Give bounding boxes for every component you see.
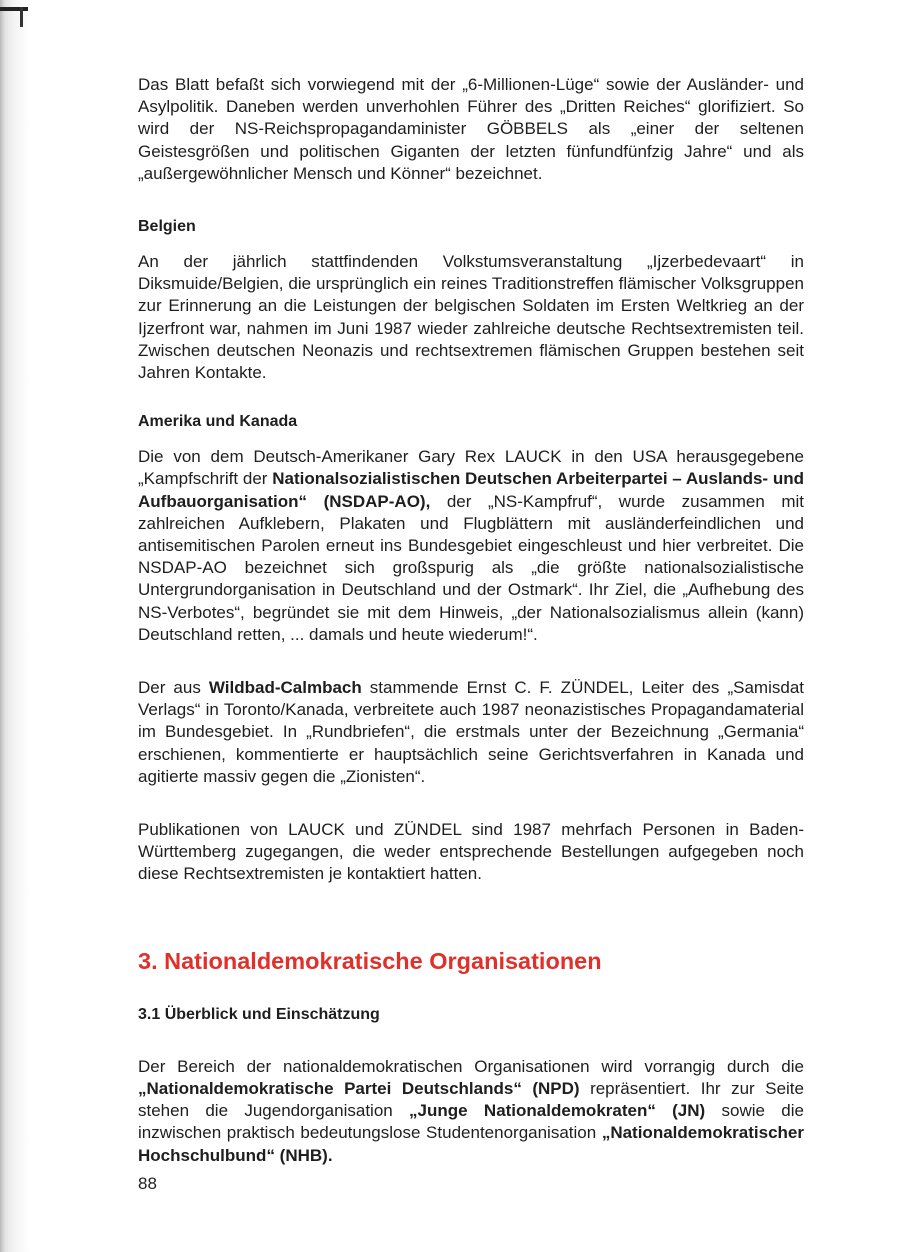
- text-segment: stammende Ernst C. F. ZÜNDEL, Leiter des „Samisdat Verlags“ in Toronto/Kanada, verbreitete auch 1987 neonazistisches Propagandamaterial im Bundesgebiet. In „Rundbriefen“, die erstmals unter der Bezeichnung „Germania“ erschienen, kommentierte er hauptsächlich seine Gerichtsverfahren in Kanada und agitierte massiv gegen die „Zionisten“.: [138, 678, 804, 786]
- paragraph-belgien: An der jährlich stattfindenden Volkstumsveranstaltung „Ijzerbedevaart“ in Diksmuide/Belgien, die ursprünglich ein reines Traditionstreffen flämischer Volksgruppen zur Erinnerung an die Leistungen der belgischen Soldaten im Ersten Weltkrieg an der Ijzerfront war, nahmen im Juni 1987 wieder zahlreiche deutsche Rechtsextremisten teil. Zwischen deutschen Neonazis und rechtsextremen flämischen Gruppen bestehen seit Jahren Kontakte.: [138, 252, 804, 383]
- text-segment: Die von dem Deutsch-Amerikaner Gary Rex LAUCK in den USA herausgegebene „Kampfschrift der: [138, 447, 804, 489]
- bold-place: Wildbad-Calmbach: [208, 678, 362, 698]
- heading-amerika-kanada: Amerika und Kanada: [138, 413, 298, 431]
- crop-mark: [0, 7, 28, 11]
- bold-jn: „Junge Nationaldemokraten“ (JN): [409, 1101, 706, 1121]
- subsection-title: 3.1 Überblick und Einschätzung: [138, 1005, 380, 1023]
- text-segment: Der aus: [138, 678, 209, 698]
- paragraph-lauck: [138, 446, 804, 646]
- paragraph-npd: [138, 1056, 804, 1167]
- crop-mark-vertical: [20, 7, 23, 27]
- text-segment: sowie die inzwischen praktisch bedeutungslose Studentenorganisation: [138, 1101, 804, 1143]
- text-segment: Der Bereich der nationaldemokratischen Organisationen wird vorrangig durch die: [138, 1056, 804, 1076]
- page-edge-shadow: [0, 0, 30, 1252]
- text-segment: der „NS-Kampfruf“, wurde zusammen mit zahlreichen Aufklebern, Plakaten und Flugblättern mit ausländerfeindlichen und antisemitischen Parolen erneut ins Bundesgebiet eingeschleust und hier verbreitet. Die NSDAP-AO bezeichnet sich großspurig als „die größte nationalsozialistische Untergrundorganisation in Deutschland und der Ostmark“. Ihr Ziel, die „Aufhebung des NS-Verbotes“, begründet sie mit dem Hinweis, „der Nationalsozialismus allein (kann) Deutschland retten, ... damals und heute wiederum!“.: [138, 491, 804, 644]
- bold-nhb: „Nationaldemokratischer Hochschulbund“ (NHB).: [138, 1123, 804, 1165]
- paragraph-nsdap-blatt: Das Blatt befaßt sich vorwiegend mit der „6-Millionen-Lüge“ sowie der Ausländer- und Asylpolitik. Daneben werden unverhohlen Führer des „Dritten Reiches“ glorifiziert. So wird der NS-Reichspropagandaminister GÖBBELS als „einer der seltenen Geistesgrößen und politischen Giganten der letzten fünfundfünfzig Jahre“ und als „außergewöhnlicher Mensch und Könner“ bezeichnet.: [138, 75, 804, 183]
- page-content: [138, 74, 804, 1167]
- bold-npd: „Nationaldemokratische Partei Deutschlands“ (NPD): [138, 1078, 580, 1098]
- text-segment: repräsentiert. Ihr zur Seite stehen die Jugendorganisation: [138, 1078, 804, 1121]
- page-number: 88: [138, 1174, 157, 1193]
- heading-belgien: Belgien: [138, 218, 196, 236]
- paragraph-zuendel: [138, 677, 804, 788]
- bold-organisation: Nationalsozialistischen Deutschen Arbeiterpartei – Auslands- und Aufbauorganisation“ (NSDAP-AO),: [138, 469, 804, 511]
- section-title: 3. Nationaldemokratische Organisationen: [138, 947, 602, 974]
- paragraph-publikationen: Publikationen von LAUCK und ZÜNDEL sind 1987 mehrfach Personen in Baden-Württemberg zugegangen, die weder entsprechende Bestellungen aufgegeben noch diese Rechtsextremisten je kontaktiert hatten.: [138, 820, 804, 884]
